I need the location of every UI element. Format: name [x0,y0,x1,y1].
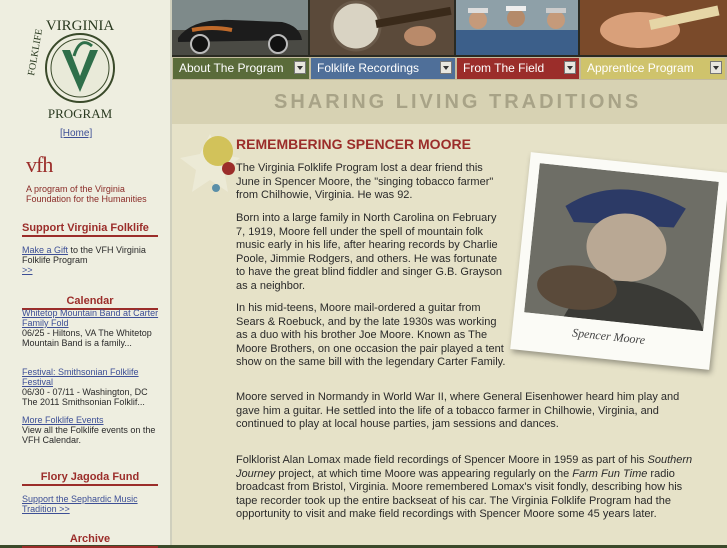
portrait-photo [524,163,719,331]
nav-apprentice-label: Apprentice Program [587,61,694,75]
calendar-event [22,367,162,407]
nav-about-label: About The Program [179,61,284,75]
spencer-moore-photo [510,152,727,370]
more-events-link[interactable]: More Folklife Events [22,415,104,425]
event-text: 06/25 - Hiltons, VA The Whitetop Mountain Band is a family... [22,328,152,348]
blue-dot-icon [212,184,220,192]
more-events-text: View all the Folklife events on the VFH Calendar. [22,425,156,445]
photo-caption: Spencer Moore [571,325,646,348]
vfh-mark: vfh [26,152,53,177]
dropdown-arrow-icon[interactable] [294,61,306,74]
main-content [172,80,727,545]
virginia-folklife-logo[interactable] [22,6,138,126]
calendar-heading: Calendar [22,295,158,310]
farm-fun-time-title: Farm Fun Time [572,467,648,480]
event-text: 06/30 - 07/11 - Washington, DC The 2011 Smithsonian Folklif... [22,387,148,407]
red-dot-icon [222,162,235,175]
nav-from-the-field[interactable] [457,58,579,79]
article-paragraph [236,454,706,522]
southern-journey-title: Southern Journey [236,454,693,480]
dropdown-arrow-icon[interactable] [564,61,576,74]
make-a-gift-link[interactable]: Make a Gift [22,245,69,255]
svg-text:PROGRAM: PROGRAM [47,106,113,121]
nav-about-program[interactable] [173,58,309,79]
nav-folklife-recordings[interactable] [311,58,455,79]
flory-support-link[interactable]: Support the Sephardic Music Tradition >> [22,494,138,514]
photo-musicians [456,0,578,55]
header-photo-strip [172,0,727,58]
support-text [22,245,162,275]
archive-heading: Archive [22,533,158,548]
calendar-event [22,308,162,348]
main-nav [172,57,727,80]
nav-recordings-label: Folklife Recordings [317,61,420,75]
svg-text:VIRGINIA: VIRGINIA [45,18,115,34]
article-paragraph: Born into a large family in North Carolina on February 7, 1919, Moore fell under the spell of mountain folk music early in his life, after hearing records by Charlie Poole, Jimmie Rodgers, and others. He was fortunate to have the great blind fiddler and singer G.B. Grayson as a neighbor. [236,212,502,292]
article-paragraph: The Virginia Folklife Program lost a dear friend this June in Spencer Moore, the "singing tobacco farmer" from Chilhowie, Virginia. He was 92. [236,162,494,201]
photo-hands-craft [580,0,727,55]
dropdown-arrow-icon[interactable] [440,61,452,74]
vfh-text: A program of the Virginia Foundation for the Humanities [26,184,147,204]
support-more-link[interactable]: >> [22,265,33,275]
svg-text:FOLKLIFE: FOLKLIFE [26,28,46,77]
sidebar [0,0,170,545]
lomax-text-3: radio broadcast from Bristol, Virginia. Moore remembered Lomax's visit fondly, describing how his tape recorder took up the entire backseat of his car. The Virginia Folklife Program had the opportunity to visit and make field recordings with Spencer Moore some 45 years later. [236,467,683,520]
article-paragraph: In his mid-teens, Moore mail-ordered a guitar from Sears & Roebuck, and by the late 1930s was working as a duo with his brother Joe Moore. Known as The Moore Brothers, on one occasion the pair played a tent show on the same bill with the legendary Carter Family. [236,302,506,368]
event-link[interactable]: Whitetop Mountain Band at Carter Family Fold [22,308,159,328]
tagline-text: SHARING LIVING TRADITIONS [274,91,642,113]
nav-field-label: From The Field [463,61,545,75]
more-events [22,415,162,445]
support-heading: Support Virginia Folklife [22,222,158,237]
event-link[interactable]: Festival: Smithsonian Folklife Festival [22,367,139,387]
photo-banjo [310,0,454,55]
lomax-text-2: project, at which time Moore was appearing regularly on the [275,467,573,480]
lomax-text-1: Folklorist Alan Lomax made field recordings of Spencer Moore in 1959 as part of his [236,454,648,466]
vfh-logo[interactable] [26,152,156,204]
home-link[interactable]: [Home] [60,128,93,139]
photo-classic-car [172,0,308,55]
nav-apprentice-program[interactable] [581,58,725,79]
article-title: REMEMBERING SPENCER MOORE [236,136,471,152]
flory-heading: Flory Jagoda Fund [22,471,158,486]
dropdown-arrow-icon[interactable] [710,61,722,74]
tagline-banner [172,80,727,124]
flory-text [22,494,162,514]
support-desc: to the VFH Virginia Folklife Program [22,245,146,265]
article-paragraph: Moore served in Normandy in World War II, where General Eisenhower heard him play and gave him a guitar. He settled into the life of a tobacco farmer in Chilhowie, Virginia, and continued to play at local house parties, jam sessions and dances. [236,391,680,430]
